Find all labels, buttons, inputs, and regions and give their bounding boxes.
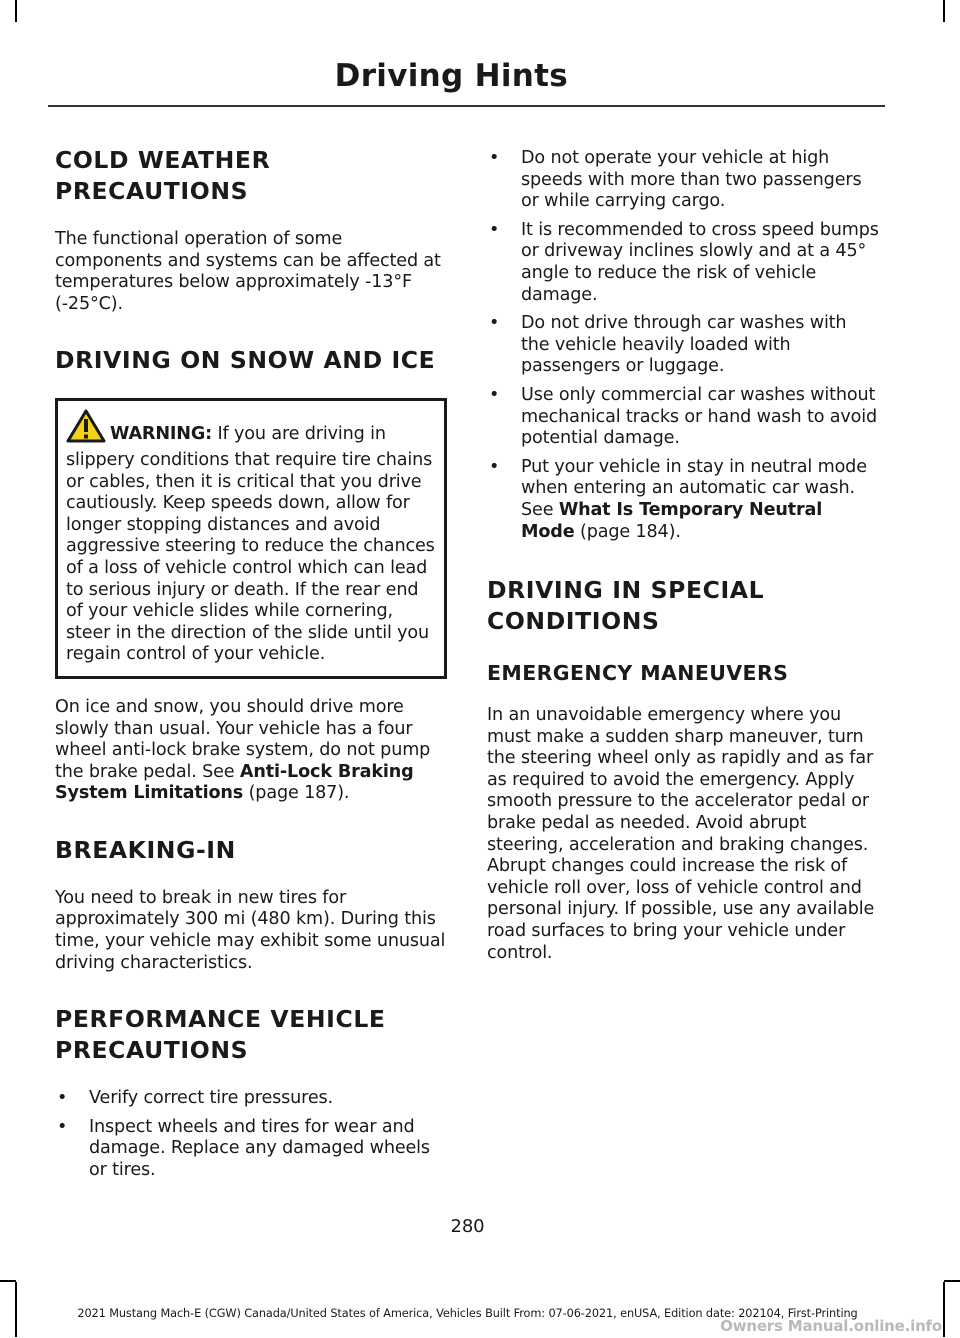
breaking-in-heading: BREAKING-IN [55, 835, 236, 864]
temporary-neutral-mode-link[interactable]: What Is Temporary Neutral Mode [521, 499, 823, 542]
list-item-text: Use only commercial car washes without mechanical tracks or hand wash to avoid potential damage. [521, 384, 878, 449]
cold-weather-heading-line2: PRECAUTIONS [55, 177, 249, 205]
crop-mark-top-left [15, 0, 17, 22]
list-item [487, 313, 880, 378]
snow-ice-text: On ice and snow, you should drive more slowly than usual. Your vehicle has a four wheel anti-lock brake system, do not pump the brake pedal. See [55, 696, 431, 782]
list-item [55, 1117, 447, 1182]
list-item [487, 148, 880, 213]
crop-mark-bottom-left-h [0, 1280, 16, 1282]
footer-text: 2021 Mustang Mach-E (CGW) Canada/United States of America, Vehicles Built From: 07-06-2021, enUSA, Edition date: 202104, First-Printing [77, 1307, 858, 1320]
warning-text: If you are driving in slippery conditions that require tire chains or cables, then it is critical that you drive cautiously. Keep speeds down, allow for longer stopping distances and avoid aggressive steering to reduce the chances of a loss of vehicle control which can lead to serious injury or death. If the rear end of your vehicle slides while cornering, steer in the direction of the slide until you regain control of your vehicle. [66, 424, 435, 665]
list-item-text: Inspect wheels and tires for wear and damage. Replace any damaged wheels or tires. [89, 1116, 430, 1181]
bullet-icon: • [489, 456, 500, 477]
list-item [487, 385, 880, 450]
page-number: 280 [450, 1216, 485, 1237]
list-item-text: It is recommended to cross speed bumps or driveway inclines slowly and at a 45° angle to reduce the risk of vehicle damage. [521, 219, 879, 305]
snow-ice-heading: DRIVING ON SNOW AND ICE [55, 346, 436, 375]
warning-triangle-icon [66, 409, 106, 450]
bullet-icon: • [489, 313, 500, 334]
bullet-icon: • [489, 219, 500, 240]
cold-weather-heading-line1: COLD WEATHER [55, 146, 271, 174]
special-conditions-heading-line1: DRIVING IN SPECIAL [487, 576, 765, 605]
special-conditions-heading [487, 575, 880, 637]
anti-lock-braking-link[interactable]: Anti-Lock Braking System Limitations [55, 761, 414, 804]
cold-weather-paragraph: The functional operation of some components and systems can be affected at temperatures below approximately -13°F (-25°C). [55, 229, 441, 314]
bullet-icon: • [489, 148, 500, 168]
list-item [487, 220, 880, 306]
list-item-page-ref: (page 184). [574, 521, 681, 542]
list-item-text: Verify correct tire pressures. [89, 1088, 334, 1109]
list-item-text: Do not operate your vehicle at high speeds with more than two passengers or while carrying cargo. [521, 148, 862, 212]
cold-weather-heading [55, 145, 447, 207]
crop-mark-bottom-right [943, 1282, 945, 1337]
performance-heading-line1: PERFORMANCE VEHICLE [55, 1005, 386, 1034]
header-rule [48, 105, 885, 107]
list-item-text: Put your vehicle in stay in neutral mode when entering an automatic car wash. See [521, 456, 867, 520]
bullet-icon: • [489, 384, 500, 405]
bullet-icon: • [57, 1116, 68, 1137]
list-item-text: Do not drive through car washes with the vehicle heavily loaded with passengers or luggage. [521, 313, 847, 377]
crop-mark-bottom-right-h [944, 1280, 960, 1282]
left-column [55, 145, 447, 1212]
watermark: Owners Manual.online.info [720, 1317, 942, 1335]
performance-heading [55, 1004, 447, 1066]
performance-list-right [487, 148, 880, 543]
breaking-in-paragraph: You need to break in new tires for approximately 300 mi (480 km). During this time, your vehicle may exhibit some unusual driving characteristics. [55, 887, 446, 973]
special-conditions-heading-line2: CONDITIONS [487, 607, 660, 636]
warning-label: WARNING: [110, 424, 213, 445]
performance-list-left [55, 1088, 447, 1181]
snow-ice-paragraph [55, 697, 447, 805]
bullet-icon: • [57, 1088, 68, 1109]
crop-mark-top-right [943, 0, 945, 22]
list-item [55, 1088, 447, 1110]
snow-ice-page-ref: (page 187). [243, 783, 350, 804]
list-item [487, 457, 880, 543]
page-title: Driving Hints [334, 58, 568, 94]
performance-heading-line2: PRECAUTIONS [55, 1036, 249, 1065]
warning-box [55, 398, 447, 679]
emergency-heading: EMERGENCY MANEUVERS [487, 661, 789, 686]
right-column [487, 148, 880, 994]
emergency-paragraph: In an unavoidable emergency where you must make a sudden sharp maneuver, turn the steering wheel only as rapidly and as far as required to avoid the emergency. Apply smooth pressure to the accelerator pedal or brake pedal as needed. Avoid abrupt steering, acceleration and braking changes. Abrupt changes could increase the risk of vehicle roll over, loss of vehicle control and personal injury. If possible, use any available road surfaces to bring your vehicle under control. [487, 705, 875, 963]
